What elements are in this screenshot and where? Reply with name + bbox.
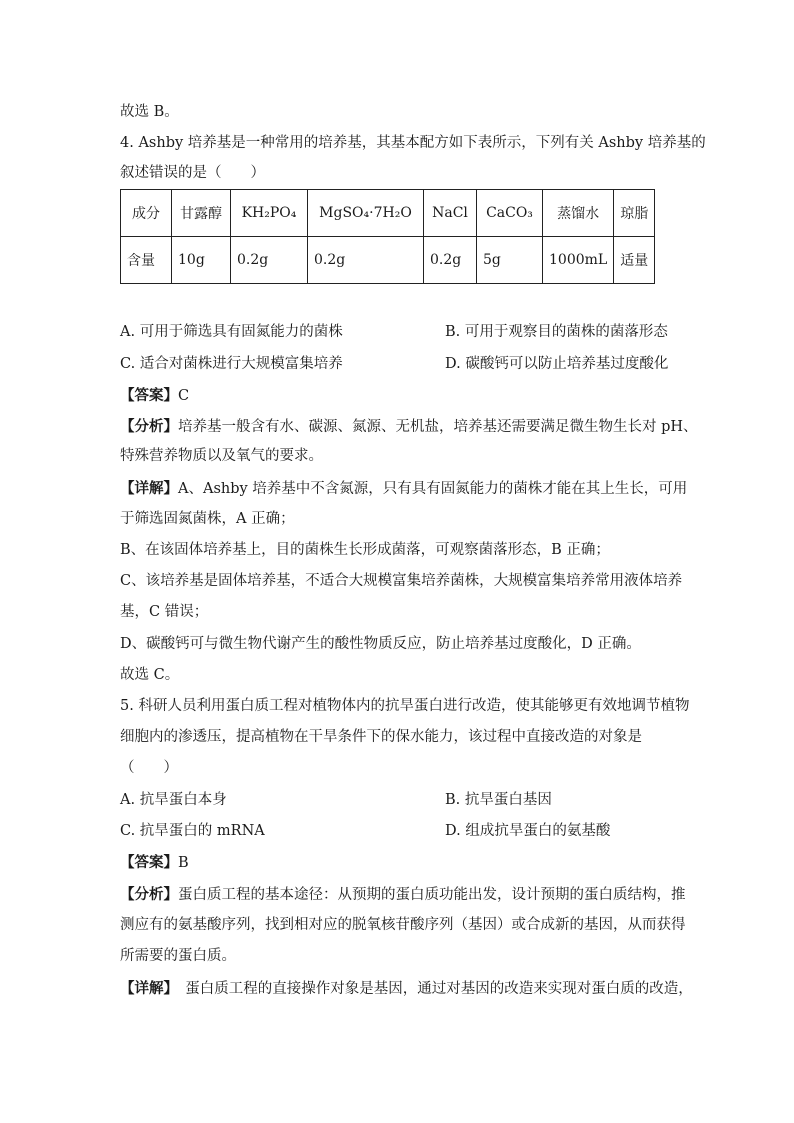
table-row: [121, 237, 655, 284]
table-cell: 含量: [121, 237, 172, 284]
table-cell: MgSO₄·7H₂O: [308, 190, 424, 237]
analysis-line: [120, 418, 698, 436]
q5-option-c: C. 抗旱蛋白的 mRNA: [120, 823, 265, 839]
detail-text: A、Ashby 培养基中不含氮源，只有具有固氮能力的菌株才能在其上生长，可用: [178, 481, 688, 497]
answer-line: [120, 854, 189, 872]
table-cell: 琼脂: [614, 190, 655, 237]
question-5-stem: 5. 科研人员利用蛋白质工程对植物体内的抗旱蛋白进行改造，使其能够更有效地调节植物: [120, 698, 690, 714]
text-line: B、在该固体培养基上，目的菌株生长形成菌落，可观察菌落形态，B 正确；: [120, 542, 610, 558]
table-cell: 0.2g: [424, 237, 477, 284]
analysis-tag: 【分析】: [120, 418, 178, 435]
text-line: 故选 C。: [120, 667, 180, 683]
question-5-stem-cont: 细胞内的渗透压，提高植物在干旱条件下的保水能力，该过程中直接改造的对象是: [120, 729, 642, 745]
table-cell: 10g: [172, 237, 231, 284]
table-cell: KH₂PO₄: [231, 190, 308, 237]
answer-tag: 【答案】: [120, 854, 178, 871]
analysis-text: 蛋白质工程的基本途径：从预期的蛋白质功能出发，设计预期的蛋白质结构，推: [178, 887, 686, 903]
text-line: C、该培养基是固体培养基，不适合大规模富集培养菌株，大规模富集培养常用液体培养: [120, 573, 683, 589]
q4-option-a: A. 可用于筛选具有固氮能力的菌株: [120, 324, 343, 340]
question-5-blank: （ ）: [120, 760, 178, 776]
table-cell: 5g: [477, 237, 543, 284]
q5-option-d: D. 组成抗旱蛋白的氨基酸: [445, 823, 611, 839]
q4-option-c: C. 适合对菌株进行大规模富集培养: [120, 356, 343, 372]
text-line: 特殊营养物质以及氧气的要求。: [120, 448, 323, 464]
table-cell: 甘露醇: [172, 190, 231, 237]
q4-option-d: D. 碳酸钙可以防止培养基过度酸化: [445, 356, 669, 372]
analysis-line: [120, 886, 686, 904]
text-line: 所需要的蛋白质。: [120, 948, 236, 964]
ashby-recipe-table: [120, 189, 655, 284]
answer-tag: 【答案】: [120, 387, 178, 404]
table-cell: 0.2g: [308, 237, 424, 284]
detail-line: [120, 480, 687, 498]
text-line: 基，C 错误；: [120, 604, 209, 620]
text-line: 故选 B。: [120, 104, 179, 120]
detail-text: 蛋白质工程的直接操作对象是基因，通过对基因的改造来实现对蛋白质的改造，: [170, 981, 693, 997]
detail-tag: 【详解】: [120, 480, 178, 497]
table-cell: 适量: [614, 237, 655, 284]
detail-line: [120, 980, 693, 998]
table-cell: CaCO₃: [477, 190, 543, 237]
table-header-row: [121, 190, 655, 237]
q5-option-a: A. 抗旱蛋白本身: [120, 792, 227, 808]
answer-value: B: [178, 855, 189, 871]
q5-option-b: B. 抗旱蛋白基因: [445, 792, 552, 808]
text-line: 于筛选固氮菌株，A 正确；: [120, 511, 295, 527]
q4-option-b: B. 可用于观察目的菌株的菌落形态: [445, 324, 668, 340]
text-line: 测应有的氨基酸序列，找到相对应的脱氧核苷酸序列（基因）或合成新的基因，从而获得: [120, 917, 686, 933]
table-cell: 1000mL: [543, 237, 614, 284]
analysis-tag: 【分析】: [120, 886, 178, 903]
question-4-stem-cont: 叙述错误的是（ ）: [120, 165, 265, 181]
answer-line: [120, 387, 189, 405]
question-4-stem: 4. Ashby 培养基是一种常用的培养基，其基本配方如下表所示，下列有关 Ashby 培养基的: [120, 135, 706, 151]
table-cell: 成分: [121, 190, 172, 237]
answer-value: C: [178, 388, 190, 404]
table-cell: 蒸馏水: [543, 190, 614, 237]
analysis-text: 培养基一般含有水、碳源、氮源、无机盐，培养基还需要满足微生物生长对 pH、: [178, 419, 698, 435]
text-line: D、碳酸钙可与微生物代谢产生的酸性物质反应，防止培养基过度酸化，D 正确。: [120, 636, 641, 652]
table-cell: 0.2g: [231, 237, 308, 284]
table-cell: NaCl: [424, 190, 477, 237]
detail-tag: 【详解】: [120, 980, 171, 997]
